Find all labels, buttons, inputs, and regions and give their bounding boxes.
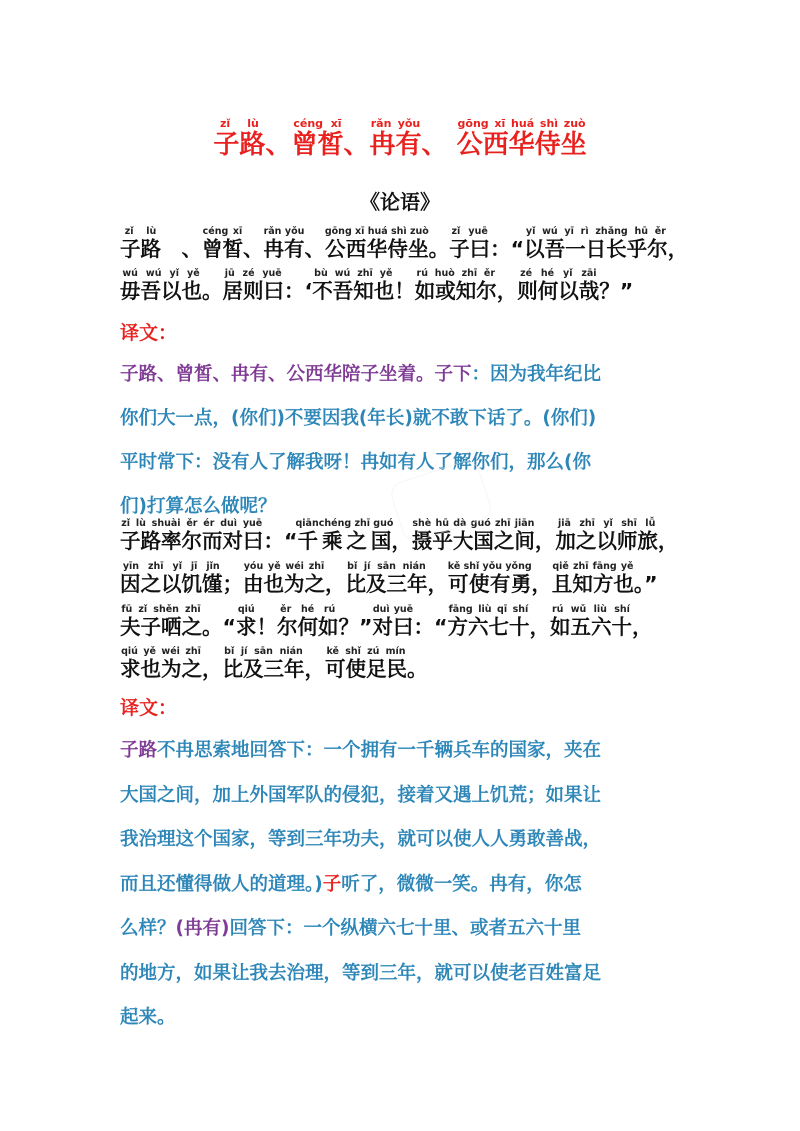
punctuation: ：‘ [284, 279, 313, 303]
hanzi-text: 尔何如 [276, 615, 339, 639]
annotated-phrase [120, 561, 223, 596]
pinyin: céng xī [202, 226, 243, 237]
translation-line [120, 1003, 690, 1029]
hanzi-text: 如或知尔 [414, 279, 497, 303]
hanzi-text: 如五六十 [549, 615, 632, 639]
punctuation: ？” [338, 615, 373, 639]
punctuation: 。 [202, 279, 223, 303]
hanzi-text: 公西华侍坐 [324, 237, 429, 261]
annotated-phrase [120, 518, 264, 553]
page-title [0, 118, 800, 158]
hanzi-text: 以吾一日长乎尔 [524, 237, 668, 261]
pinyin: qiānchéng zhī guó [295, 518, 394, 529]
hanzi-text: 冉有 [263, 237, 305, 261]
annotated-phrase [447, 561, 532, 596]
punctuation: ：“ [263, 529, 298, 553]
pinyin: bǐ jí sān nián [345, 561, 428, 572]
punctuation: 。” [633, 572, 658, 596]
translation-line [120, 781, 690, 807]
punctuation: 、 [181, 237, 202, 261]
punctuation: 、 [304, 237, 325, 261]
annotated-phrase [120, 268, 202, 303]
pinyin: rǎn yǒu [263, 226, 305, 237]
punctuation: ， [534, 529, 556, 553]
pinyin: jū zé yuē [222, 268, 284, 279]
pinyin: qiú [235, 604, 257, 615]
hanzi-text: 不吾知也 [312, 279, 395, 303]
translation-segment: 的地方，如果让我去治理，等到三年，就可以使老百姓富足 [120, 962, 602, 984]
translation-segment: 子路、曾皙、冉有、公西华陪子坐着。子下 [120, 364, 472, 385]
annotated-phrase [213, 117, 266, 160]
translation-line [120, 870, 690, 896]
hanzi-text: 求 [235, 615, 257, 639]
hanzi-text: 夫子哂之 [120, 615, 202, 639]
hanzi-text: 可使有勇 [447, 572, 532, 596]
punctuation: ， [529, 615, 550, 639]
pinyin: rú wǔ liù shí [549, 604, 632, 615]
pinyin: bǐ jí sān nián [222, 646, 305, 657]
pinyin: jiā zhī yǐ shī lǚ [555, 518, 658, 529]
pinyin: shè hū dà guó zhī jiān [411, 518, 535, 529]
annotated-phrase [324, 226, 429, 261]
original-line [120, 226, 700, 260]
translation-segment: (冉有) [175, 918, 230, 939]
translation-segment: 平时常下：没有人了解我呀！冉如有人了解你们，那么(你 [120, 452, 591, 473]
punctuation: ， [531, 572, 552, 596]
punctuation: ， [427, 572, 448, 596]
pinyin: zé hé yǐ zāi [517, 268, 600, 279]
punctuation: ！ [394, 279, 415, 303]
pinyin: zǐ lù [120, 226, 161, 237]
hanzi-text: 因之以饥馑 [120, 572, 223, 596]
pinyin: fāng liù qī shí [447, 604, 530, 615]
punctuation: ， [202, 657, 223, 681]
punctuation: ？” [599, 279, 634, 303]
hanzi-text: 则何以哉 [517, 279, 600, 303]
pinyin: ěr hé rú [276, 604, 339, 615]
pinyin: zǐ lù [213, 117, 266, 130]
pinyin: zǐ yuē [449, 226, 491, 237]
hanzi-text: 子曰 [449, 237, 491, 261]
punctuation: ， [304, 657, 325, 681]
pinyin: fū zǐ shěn zhī [120, 604, 202, 615]
punctuation: 。 [428, 237, 450, 261]
hanzi-text: 子路率尔而对曰 [120, 529, 264, 553]
pinyin: céng xī [291, 117, 344, 130]
hanzi-text: 子路 [120, 237, 161, 261]
punctuation: 、 [343, 130, 370, 160]
translation-line [120, 404, 690, 430]
annotated-phrase [517, 268, 600, 303]
source-subtitle: 《论语》 [360, 190, 440, 214]
translation-segment: ：因为我年纪比 [471, 364, 602, 385]
hanzi-text: 子路 [213, 130, 266, 160]
punctuation: 。 [407, 657, 428, 681]
pinyin: kě shǐ yǒu yǒng [447, 561, 532, 572]
pinyin: gōng xī huá shì zuò [456, 117, 587, 130]
hanzi-text: 求也为之 [120, 657, 202, 681]
annotated-phrase [120, 646, 202, 681]
translation-segment: 不冉思索地回答下：一个拥有一千辆兵车的国家，夹在 [157, 740, 602, 761]
annotated-phrase [263, 226, 305, 261]
punctuation: ， [657, 529, 679, 553]
punctuation: 、 [243, 237, 264, 261]
pinyin: yǐ wú yī rì zhǎng hū ěr [524, 226, 668, 237]
translation-label-1: 译文： [120, 322, 178, 344]
annotated-phrase [369, 117, 422, 160]
annotated-phrase [555, 518, 658, 553]
original-line [120, 604, 700, 638]
hanzi-text: 摄乎大国之间 [411, 529, 535, 553]
pinyin: qiú yě wéi zhī [120, 646, 202, 657]
annotated-phrase [414, 268, 497, 303]
annotated-phrase [295, 518, 394, 553]
translation-segment: 而且还懂得做人的道理。) [120, 873, 323, 895]
punctuation: ：“ [490, 237, 525, 261]
annotated-phrase [345, 561, 428, 596]
punctuation: 。“ [202, 615, 236, 639]
annotated-phrase [243, 561, 325, 596]
hanzi-text: 比及三年 [345, 572, 428, 596]
original-line [120, 646, 700, 680]
annotated-phrase [325, 646, 407, 681]
pinyin: rǎn yǒu [369, 117, 422, 130]
punctuation: ， [631, 615, 653, 639]
annotated-phrase [202, 226, 243, 261]
hanzi-text: 由也为之 [243, 572, 325, 596]
hanzi-text: 冉有 [369, 130, 422, 160]
translation-segment: 我治理这个国家，等到三年功夫，就可以使人人勇敢善战， [120, 829, 602, 850]
hanzi-text: 且知方也 [551, 572, 634, 596]
translation-line [120, 914, 690, 940]
annotated-phrase [549, 604, 632, 639]
annotated-phrase [524, 226, 668, 261]
translation-label-2: 译文： [120, 697, 178, 719]
translation-segment: 子路 [120, 740, 158, 761]
punctuation: ：“ [413, 615, 448, 639]
hanzi-text: 对曰 [372, 615, 414, 639]
hanzi-text: 曾皙 [202, 237, 243, 261]
hanzi-text: 加之以师旅 [555, 529, 658, 553]
annotated-phrase [456, 117, 587, 160]
pinyin: yóu yě wéi zhī [243, 561, 325, 572]
annotated-phrase [276, 604, 339, 639]
hanzi-text: 千乘之国 [295, 529, 394, 553]
punctuation: ， [667, 237, 689, 261]
hanzi-text: 比及三年 [222, 657, 305, 681]
pinyin: kě shǐ zú mín [325, 646, 407, 657]
punctuation: ， [325, 572, 346, 596]
annotated-phrase [449, 226, 491, 261]
hanzi-text: 可使足民 [325, 657, 407, 681]
pinyin: wú wú yǐ yě [120, 268, 202, 279]
annotated-phrase [222, 268, 285, 303]
translation-line [120, 736, 690, 762]
translation-line [120, 825, 690, 851]
translation-line [120, 959, 690, 985]
pinyin: qiě zhī fāng yě [551, 561, 634, 572]
pinyin: rú huò zhī ěr [414, 268, 497, 279]
pinyin: duì yuē [372, 604, 414, 615]
annotated-phrase [222, 646, 305, 681]
pinyin: yīn zhī yǐ jī jǐn [120, 561, 223, 572]
translation-segment: 大国之间，加上外国军队的侵犯，接着又遇上饥荒；如果让 [120, 784, 602, 806]
translation-segment: 听了，微微一笑。冉有，你怎 [341, 873, 582, 895]
pinyin: bù wú zhī yě [312, 268, 395, 279]
annotated-phrase [551, 561, 634, 596]
punctuation: ！ [256, 615, 277, 639]
translation-line [120, 360, 690, 386]
pinyin: gōng xī huá shì zuò [324, 226, 429, 237]
punctuation: 、 [265, 130, 292, 160]
hanzi-text: 居则曰 [222, 279, 284, 303]
original-line [120, 561, 700, 595]
punctuation: 、 [421, 130, 457, 160]
translation-segment: 回答下：一个纵横六七十里、或者五六十里 [229, 918, 581, 939]
annotated-phrase [447, 604, 530, 639]
translation-line [120, 448, 690, 474]
translation-segment: 么样？ [120, 918, 176, 939]
hanzi-text: 毋吾以也 [120, 279, 202, 303]
translation-segment: 们)打算怎么做呢？ [120, 496, 277, 517]
punctuation: ， [496, 279, 518, 303]
annotated-phrase [312, 268, 395, 303]
annotated-phrase [120, 226, 161, 261]
original-line [120, 268, 700, 302]
punctuation [161, 237, 182, 261]
annotated-phrase [120, 604, 202, 639]
annotated-phrase [291, 117, 344, 160]
punctuation: ， [391, 529, 412, 553]
annotated-phrase [372, 604, 414, 639]
translation-segment: 子 [322, 873, 342, 895]
hanzi-text: 曾皙 [291, 130, 344, 160]
hanzi-text: 方六七十 [447, 615, 530, 639]
punctuation: ； [222, 572, 243, 596]
annotated-phrase [235, 604, 257, 639]
pinyin: zǐ lù shuài ěr ér duì yuē [120, 518, 264, 529]
translation-segment: 起来。 [120, 1007, 176, 1028]
translation-segment: 你们大一点，(你们)不要因我(年长)就不敢下话了。(你们) [120, 408, 597, 429]
hanzi-text: 公西华侍坐 [456, 130, 587, 160]
